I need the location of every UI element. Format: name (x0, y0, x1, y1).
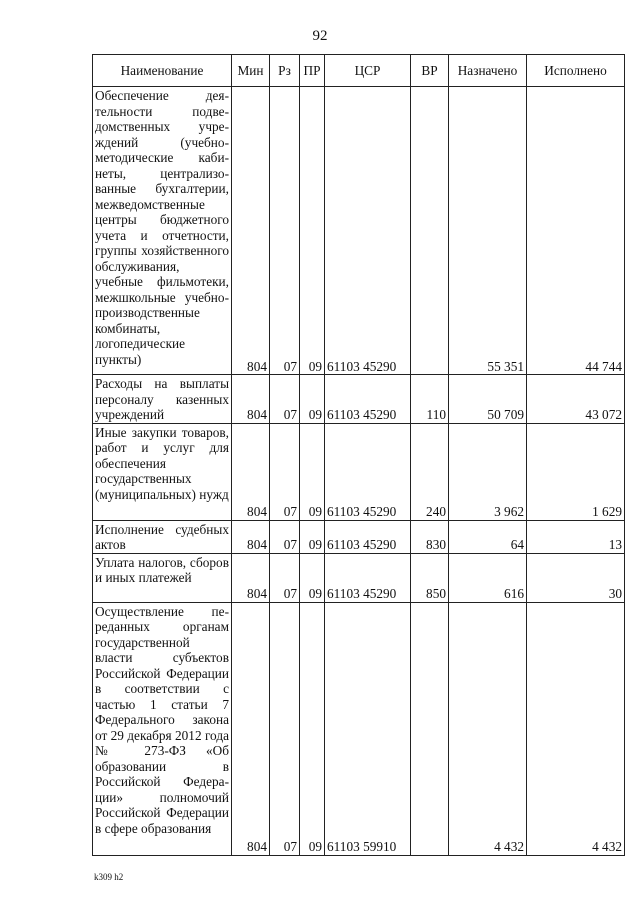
row-pr: 09 (300, 375, 325, 424)
row-csr: 61103 45290 (325, 375, 411, 424)
budget-table (92, 54, 625, 856)
header-vr: ВР (411, 55, 449, 87)
row-vr (411, 87, 449, 375)
table-row (93, 375, 625, 424)
row-pr: 09 (300, 602, 325, 855)
row-executed: 44 744 (527, 87, 625, 375)
table-header-row (93, 55, 625, 87)
row-executed: 30 (527, 553, 625, 602)
row-pr: 09 (300, 553, 325, 602)
row-csr: 61103 59910 (325, 602, 411, 855)
row-assigned: 616 (449, 553, 527, 602)
row-executed: 43 072 (527, 375, 625, 424)
row-csr: 61103 45290 (325, 553, 411, 602)
row-rz: 07 (270, 553, 300, 602)
table-row (93, 423, 625, 520)
row-vr: 240 (411, 423, 449, 520)
document-code: k309 h2 (94, 872, 124, 882)
row-name: Обеспечение деятельности подведомственных учреждений (учебно-методические кабинеты, централизованные бухгалтерии, межведомственные центры бюджетного учета и отчетности, группы хозяйственного обслуживания, учебные фильмотеки, межшкольные учебно-производственные комбинаты, логопедические пункты) (93, 87, 232, 375)
row-pr: 09 (300, 520, 325, 553)
header-csr: ЦСР (325, 55, 411, 87)
row-rz: 07 (270, 423, 300, 520)
row-min: 804 (232, 553, 270, 602)
row-assigned: 3 962 (449, 423, 527, 520)
table-row (93, 87, 625, 375)
row-vr: 830 (411, 520, 449, 553)
row-csr: 61103 45290 (325, 423, 411, 520)
row-rz: 07 (270, 375, 300, 424)
row-pr: 09 (300, 87, 325, 375)
page-number: 92 (312, 28, 328, 44)
row-min: 804 (232, 375, 270, 424)
row-assigned: 50 709 (449, 375, 527, 424)
header-pr: ПР (300, 55, 325, 87)
row-csr: 61103 45290 (325, 520, 411, 553)
row-name: Иные закупки товаров, работ и услуг для обеспечения государственных (муниципальных) нужд (93, 423, 232, 520)
table-row (93, 520, 625, 553)
row-min: 804 (232, 423, 270, 520)
row-vr (411, 602, 449, 855)
row-name: Уплата налогов, сборов и иных платежей (93, 553, 232, 602)
row-assigned: 64 (449, 520, 527, 553)
row-vr: 850 (411, 553, 449, 602)
header-rz: Рз (270, 55, 300, 87)
row-csr: 61103 45290 (325, 87, 411, 375)
row-name: Расходы на выплаты персоналу казенных учреждений (93, 375, 232, 424)
table-row (93, 602, 625, 855)
row-pr: 09 (300, 423, 325, 520)
row-executed: 13 (527, 520, 625, 553)
row-rz: 07 (270, 520, 300, 553)
row-name: Осуществление переданных органам государственной власти субъектов Российской Федерации в соответствии с частью 1 статьи 7 Федерального закона от 29 декабря 2012 года № 273-ФЗ «Об образовании в Российской Федерации» полномочий Российской Федерации в сфере образования (93, 602, 232, 855)
row-rz: 07 (270, 87, 300, 375)
row-min: 804 (232, 520, 270, 553)
header-executed: Исполнено (527, 55, 625, 87)
row-executed: 1 629 (527, 423, 625, 520)
row-min: 804 (232, 602, 270, 855)
row-min: 804 (232, 87, 270, 375)
row-assigned: 55 351 (449, 87, 527, 375)
table-row (93, 553, 625, 602)
row-vr: 110 (411, 375, 449, 424)
row-executed: 4 432 (527, 602, 625, 855)
header-assigned: Назначено (449, 55, 527, 87)
header-min: Мин (232, 55, 270, 87)
row-rz: 07 (270, 602, 300, 855)
row-name: Исполнение судебных актов (93, 520, 232, 553)
row-assigned: 4 432 (449, 602, 527, 855)
header-name: Наименование (93, 55, 232, 87)
